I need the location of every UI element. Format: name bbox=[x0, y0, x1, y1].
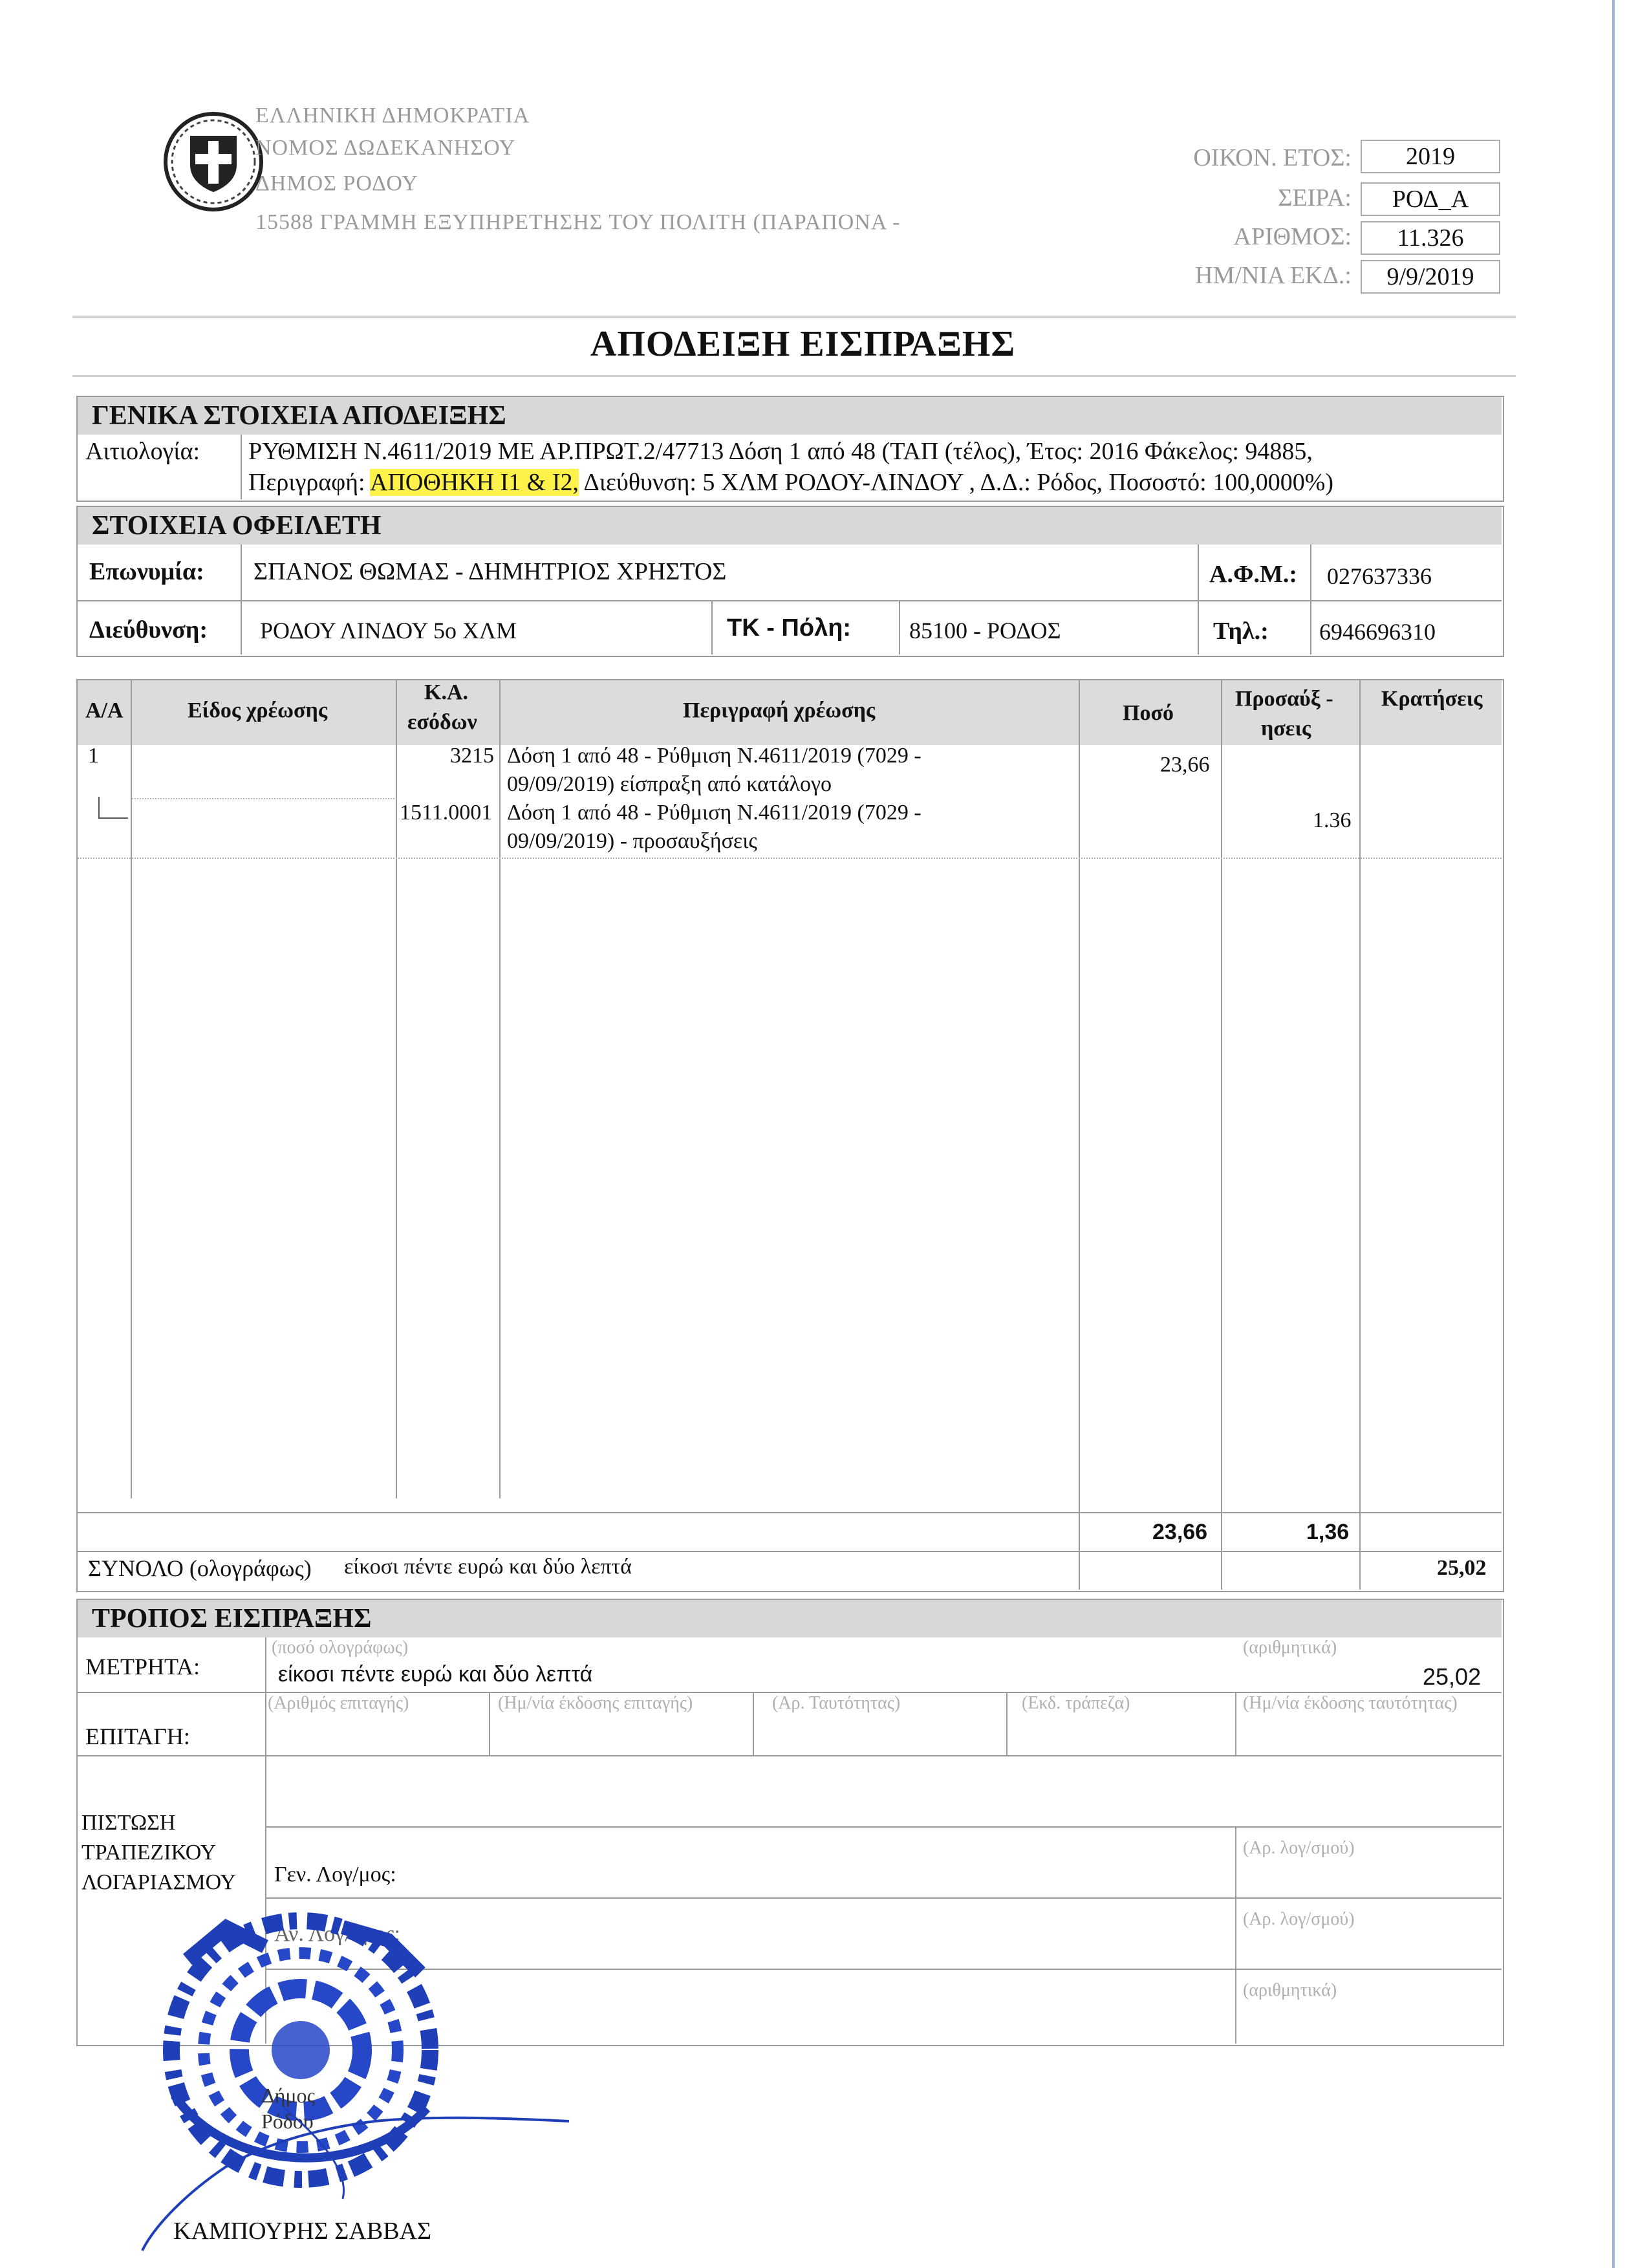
greek-coat-of-arms-icon bbox=[162, 110, 265, 213]
col-type: Είδος χρέωσης bbox=[188, 698, 328, 722]
reason-highlight: ΑΠΟΘΗΚΗ Ι1 & Ι2, bbox=[370, 469, 579, 496]
col-divider bbox=[1079, 680, 1080, 1590]
row-separator bbox=[132, 798, 394, 799]
general-heading: ΓΕΝΙΚΑ ΣΤΟΙΧΕΙΑ ΑΠΟΔΕΙΞΗΣ bbox=[78, 397, 1502, 435]
col-desc: Περιγραφή χρέωσης bbox=[683, 698, 876, 722]
signatory-name: ΚΑΜΠΟΥΡΗΣ ΣΑΒΒΑΣ bbox=[173, 2218, 432, 2245]
check-divider bbox=[1235, 1693, 1236, 1755]
header-line-4: 15588 ΓΡΑΜΜΗ ΕΞΥΠΗΡΕΤΗΣΗΣ ΤΟΥ ΠΟΛΙΤΗ (ΠΑΡΑΠΟΝΑ - bbox=[255, 210, 901, 234]
sum-total: 25,02 bbox=[1437, 1556, 1487, 1580]
afm-label: Α.Φ.Μ.: bbox=[1209, 561, 1297, 588]
address-label: Διεύθυνση: bbox=[89, 616, 208, 643]
debtor-divider bbox=[241, 545, 242, 654]
col-surcharge-2: ησεις bbox=[1261, 717, 1311, 740]
col-ka-1: Κ.Α. bbox=[424, 680, 468, 704]
cash-amount: 25,02 bbox=[1423, 1663, 1482, 1690]
check-id-hint: (Αρ. Ταυτότητας) bbox=[772, 1693, 901, 1713]
general-divider bbox=[241, 435, 242, 499]
credit-label-1: ΠΙΣΤΩΣΗ bbox=[81, 1811, 176, 1835]
col-amount: Ποσό bbox=[1123, 701, 1174, 725]
totals-divider bbox=[76, 1551, 1502, 1552]
name-label: Επωνυμία: bbox=[89, 558, 204, 585]
debtor-heading: ΣΤΟΙΧΕΙΑ ΟΦΕΙΛΕΤΗ bbox=[78, 507, 1502, 545]
phone-label: Τηλ.: bbox=[1213, 618, 1269, 645]
page-title: ΑΠΟΔΕΙΞΗ ΕΙΣΠΡΑΞΗΣ bbox=[590, 324, 1016, 364]
credit-divider bbox=[265, 1897, 1502, 1899]
tk-label: ΤΚ - Πόλη: bbox=[727, 614, 852, 642]
credit-label-3: ΛΟΓΑΡΙΑΣΜΟΥ bbox=[81, 1870, 236, 1894]
row-1-amount: 23,66 bbox=[1160, 753, 1210, 777]
debtor-address: ΡΟΔΟΥ ΛΙΝΔΟΥ 5ο ΧΛΜ bbox=[260, 618, 517, 643]
meta-value-year: 2019 bbox=[1361, 140, 1500, 173]
row-separator bbox=[78, 858, 1502, 859]
meta-label-year: ΟΙΚΟΝ. ΕΤΟΣ: bbox=[1193, 144, 1352, 171]
cash-number-hint: (αριθμητικά) bbox=[1243, 1637, 1337, 1658]
cash-label: ΜΕΤΡΗΤΑ: bbox=[85, 1654, 200, 1679]
row-2-desc-1: Δόση 1 από 48 - Ρύθμιση Ν.4611/2019 (7029 - bbox=[507, 801, 921, 825]
check-date-hint: (Ημ/νία έκδοσης επιταγής) bbox=[498, 1693, 693, 1713]
row-2-desc-2: 09/09/2019) - προσαυξήσεις bbox=[507, 829, 757, 853]
row-1-aa: 1 bbox=[88, 744, 99, 768]
header-line-3: ΔΗΜΟΣ ΡΟΔΟΥ bbox=[255, 171, 418, 195]
credit-sub-account: Αν. Λογ/σμος: bbox=[274, 1922, 401, 1946]
credit-account-hint: (Αρ. λογ/σμού) bbox=[1243, 1838, 1355, 1858]
total-surcharge: 1,36 bbox=[1306, 1520, 1350, 1544]
payment-heading: ΤΡΟΠΟΣ ΕΙΣΠΡΑΞΗΣ bbox=[78, 1600, 1502, 1637]
debtor-divider bbox=[899, 600, 900, 654]
debtor-divider bbox=[1198, 545, 1199, 654]
credit-general-account: Γεν. Λογ/μος: bbox=[274, 1863, 396, 1886]
reason-desc-label: Περιγραφή: bbox=[248, 469, 371, 496]
col-divider bbox=[1221, 680, 1222, 1590]
sum-words: είκοσι πέντε ευρώ και δύο λεπτά bbox=[344, 1555, 632, 1579]
sum-label: ΣΥΝΟΛΟ (ολογράφως) bbox=[88, 1555, 312, 1581]
debtor-divider bbox=[711, 600, 713, 654]
debtor-afm: 027637336 bbox=[1327, 563, 1432, 589]
row-1-desc-1: Δόση 1 από 48 - Ρύθμιση Ν.4611/2019 (7029 - bbox=[507, 744, 921, 768]
title-rule bbox=[72, 375, 1516, 377]
meta-value-number: 11.326 bbox=[1361, 221, 1500, 255]
credit-divider bbox=[265, 1826, 1502, 1828]
debtor-divider bbox=[76, 600, 1502, 601]
col-deductions: Κρατήσεις bbox=[1381, 687, 1483, 711]
check-number-hint: (Αριθμός επιταγής) bbox=[268, 1693, 409, 1713]
sub-row-marker bbox=[98, 797, 128, 819]
meta-label-number: ΑΡΙΘΜΟΣ: bbox=[1233, 223, 1352, 250]
credit-number-hint: (αριθμητικά) bbox=[1243, 1980, 1337, 2000]
check-id-date-hint: (Ημ/νία έκδοσης ταυτότητας) bbox=[1243, 1693, 1458, 1713]
header-rule bbox=[72, 316, 1516, 318]
check-divider bbox=[489, 1693, 490, 1755]
check-bank-hint: (Εκδ. τράπεζα) bbox=[1022, 1693, 1130, 1713]
check-divider bbox=[1006, 1693, 1008, 1755]
debtor-name: ΣΠΑΝΟΣ ΘΩΜΑΣ - ΔΗΜΗΤΡΙΟΣ ΧΡΗΣΤΟΣ bbox=[253, 558, 727, 585]
check-label: ΕΠΙΤΑΓΗ: bbox=[85, 1723, 190, 1749]
col-divider bbox=[1359, 680, 1361, 1590]
debtor-phone: 6946696310 bbox=[1319, 619, 1436, 645]
row-2-surcharge: 1.36 bbox=[1313, 808, 1352, 832]
stamp-text-2: Ρόδου bbox=[261, 2110, 314, 2133]
meta-label-date: ΗΜ/ΝΙΑ ΕΚΔ.: bbox=[1195, 262, 1352, 289]
cash-words-hint: (ποσό ολογράφως) bbox=[272, 1637, 409, 1658]
col-divider bbox=[499, 680, 501, 1498]
row-1-ka: 3215 bbox=[450, 744, 494, 768]
stamp-text-1: Δήμος bbox=[261, 2084, 316, 2107]
header-line-1: ΕΛΛΗΝΙΚΗ ΔΗΜΟΚΡΑΤΙΑ bbox=[255, 103, 530, 127]
meta-value-series: ΡΟΔ_Α bbox=[1361, 182, 1500, 216]
debtor-divider bbox=[1310, 545, 1311, 654]
meta-value-date: 9/9/2019 bbox=[1361, 260, 1500, 294]
check-divider bbox=[76, 1755, 1502, 1756]
col-divider bbox=[396, 680, 397, 1498]
debtor-tk: 85100 - ΡΟΔΟΣ bbox=[909, 618, 1061, 643]
reason-line-1: ΡΥΘΜΙΣΗ Ν.4611/2019 ΜΕ ΑΡ.ΠΡΩΤ.2/47713 Δόση 1 από 48 (ΤΑΠ (τέλος), Έτος: 2016 Φάκελος: 94885, bbox=[248, 438, 1313, 465]
row-2-ka: 1511.0001 bbox=[400, 801, 493, 825]
scan-edge bbox=[1612, 0, 1615, 2268]
credit-divider bbox=[1235, 1826, 1236, 2044]
check-divider bbox=[753, 1693, 754, 1755]
credit-account-hint: (Αρ. λογ/σμού) bbox=[1243, 1909, 1355, 1929]
credit-label-2: ΤΡΑΠΕΖΙΚΟΥ bbox=[81, 1841, 217, 1864]
total-amount: 23,66 bbox=[1152, 1520, 1208, 1544]
reason-label: Αιτιολογία: bbox=[85, 438, 200, 465]
col-aa: Α/Α bbox=[85, 698, 124, 722]
col-ka-2: εσόδων bbox=[407, 710, 477, 734]
row-1-desc-2: 09/09/2019) είσπραξη από κατάλογο bbox=[507, 772, 832, 796]
header-line-2: ΝΟΜΟΣ ΔΩΔΕΚΑΝΗΣΟΥ bbox=[255, 136, 516, 160]
totals-divider bbox=[76, 1512, 1502, 1513]
reason-line-2 bbox=[248, 468, 1333, 497]
col-surcharge-1: Προσαύξ - bbox=[1235, 687, 1333, 711]
reason-address: Διεύθυνση: 5 ΧΛΜ ΡΟΔΟΥ-ΛΙΝΔΟΥ , Δ.Δ.: Ρόδος, Ποσοστό: 100,0000%) bbox=[578, 469, 1334, 496]
meta-label-series: ΣΕΙΡΑ: bbox=[1278, 184, 1352, 211]
col-divider bbox=[131, 680, 132, 1498]
cash-words: είκοσι πέντε ευρώ και δύο λεπτά bbox=[278, 1662, 593, 1687]
